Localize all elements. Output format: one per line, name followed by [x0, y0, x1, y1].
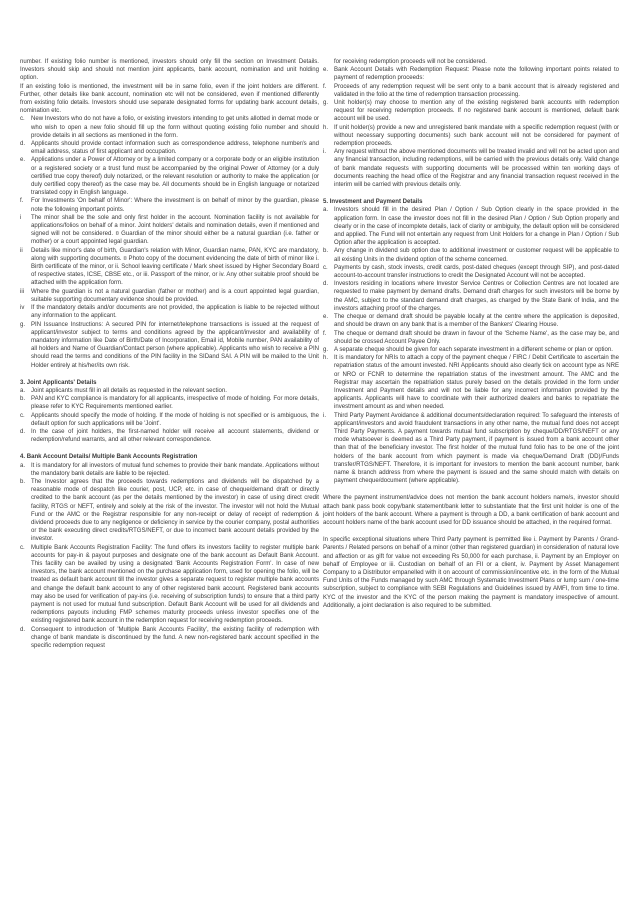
list-item-label: b. [20, 396, 26, 403]
list-item-label: e. [20, 157, 26, 164]
list-item-label: b. [323, 248, 329, 255]
list-item [323, 99, 619, 124]
list-item [20, 304, 319, 320]
list-item [323, 264, 619, 280]
list-item-text: Third Party Payment Avoidance & additional documents/declaration required: To safeguard the interests of applicant/investors and avoid fraudulent transactions in any other name, the mutual fund does not accept Third Party Payments. A payment towards mutual fund subscription by cheque/DD/RTGS/NEFT or any mode whatsoever is deemed as a Third Party payment, if payment is issued from a bank account other than that of the beneficiary investor. The first holder of the mutual fund folio has to be one of the joint holders of the bank account from which payment is made via cheque/Demand Draft (DD)/Funds transfer/RTGS/NEFT. Therefore, it is important for investors to mention the bank account number, bank name & branch address from where the payment is issued and the same should match with details on payment cheque/document (where applicable). [334, 412, 619, 485]
list-item [20, 321, 319, 370]
list-item [323, 346, 619, 354]
list-item [20, 462, 319, 478]
list-item [323, 206, 619, 247]
list-item [20, 395, 319, 411]
list-item-label: c. [20, 116, 25, 123]
list-item [20, 197, 319, 213]
list-item-text: If the mandatory details and/or documents are not provided, the application is liable to be rejected without any information to the applicant. [31, 305, 319, 320]
list-item-text: Joint applicants must fill in all details as requested in the relevant section. [31, 387, 227, 394]
list-item-text: Multiple Bank Accounts Registration Facility: The fund offers its investors facility to register multiple bank accounts for pay-in & payout purposes and designate one of the bank account as Default Bank Account. This facility can be availed by using a designated 'Bank Accounts Registration Form'. In case of new investors, the bank account mentioned on the purchase application form, used for opening the folio, will be treated as default bank account till the investor gives a separate request to register multiple bank accounts and change the default bank account to any of other registered bank account. Registered bank accounts may also be used for verification of pay-ins (i.e. receiving of subscription funds) to ensure that a third party payment is not used for mutual fund subscription. Default Bank Account will be used for all dividends and redemptions payouts including FMP schemes maturity proceeds unless investor specifies one of the existing registered bank account in the redemption request for receiving redemption proceeds. [31, 544, 319, 625]
list-item-label: i. [323, 149, 327, 156]
list-item-label: d. [20, 428, 26, 435]
list-item [323, 66, 619, 82]
list-item-text: PAN and KYC compliance is mandatory for all applicants, irrespective of mode of holding. For more details, please refer to KYC Requirements mentioned earlier. [31, 396, 319, 411]
list-item-label: c. [20, 412, 25, 419]
list-item-label: d. [20, 141, 26, 148]
list-item-label: a. [20, 387, 26, 394]
list-item-label: f. [323, 83, 327, 90]
list-item [20, 387, 319, 395]
list-item [20, 115, 319, 140]
list-item-label: d. [323, 281, 329, 288]
list-item-label: iii [20, 288, 25, 295]
list-item-text: It is mandatory for NRIs to attach a copy of the payment cheque / FIRC / Debit Certificate to ascertain the repatriation status of the amount invested. NRI Applicants should also clearly tick on account type as NRE or NRO or FCNR to determine the repatriation status of the investment amount. The AMC and the Registrar may ascertain the repatriation status purely based on the details provided in the form under Investment and Payment details and will not be liable for any incorrect information provided by the applicants. Applicants will have to coordinate with their authorized dealers and banks to repatriate the investment amount as and when needed. [334, 355, 619, 411]
right-column [323, 58, 619, 610]
list-item-text: Investors residing in locations where Investor Service Centres or Collection Centres are not located are requested to make payment by demand drafts. Demand draft charges for such investors will be borne by the AMC, subject to the standard demand draft charges, as charged by the State Bank of India, and the investors attaching proof of the charges. [334, 281, 619, 312]
list-item [323, 124, 619, 149]
list-item-label: f. [20, 198, 24, 205]
continuation-text: for receiving redemption proceeds will not be considered. [334, 59, 487, 65]
list-item-label: iv [20, 305, 25, 312]
list-item-text: Payments by cash, stock invests, credit cards, post-dated cheques (except through SIP), and post-dated account-to-account transfer instructions to credit the Designated Account will not be accepted. [334, 264, 619, 280]
list-item-label: h. [323, 124, 329, 131]
section-4-items [20, 462, 319, 651]
section-heading-bank-accounts: 4. Bank Account Details/ Multiple Bank Accounts Registration [20, 454, 198, 461]
intro-paragraph: number. If existing folio number is mentioned, investors should only fill the section on Investment Details. Investors should skip and should not mention joint applicants, bank account, nomination and unit holding option. If an existing folio is mentioned, the investment will be in same folio, even if the joint holders are different. Further, other details like bank account, nomination etc will not be considered, even if mentioned differently from existing folio details. Investors should use separate designated forms for updating bank account details, nomination etc. [20, 59, 319, 115]
list-item-label: a. [20, 462, 26, 469]
list-item-label: g. [20, 321, 26, 328]
list-item [20, 140, 319, 156]
list-item-label: e. [323, 314, 329, 321]
list-item-text: PIN Issuance Instructions: A secured PIN for internet/telephone transactions is issued at the request of applicant/investor subject to terms and conditions agreed by the applicant/investor and availability of mandatory information like Date of Birth/Date of Incorporation, Email id, Mobile number, PAN availability of all holders and Name of Guardian/Contact person (where applicable). Applicants who wish to receive a PIN should read the terms and conditions of the PIN facility in the SIDand SAI. A PIN will be mailed to the Unit Holder entirely at his/her/its own risk. [31, 321, 319, 369]
list-item [323, 412, 619, 486]
list-item [20, 247, 319, 288]
list-item-text: The Investor agrees that the proceeds towards redemptions and dividends will be dispatched by a reasonable mode of despatch like courier, post, UCP, etc. in case of cheque/demand draft or directly credited to the bank account (as per the details mentioned by the investor) in case of using direct credit facility, RTGS or NEFT, entirely and solely at the risk of the investor. The investor will not hold the Mutual Fund or the AMC or the Registrar responsible for any non-receipt or delay of receipt of redemption & dividend proceeds due to any negligence or deficiency in service by the courier company, postal authorities or the bank executing direct credits/RTGS/NEFT, or due to incorrect bank account details provided by the investor. [31, 478, 319, 543]
list-item-text: A separate cheque should be given for each separate investment in a different scheme or plan or option. [334, 346, 613, 353]
list-item-text: It is mandatory for all investors of mutual fund schemes to provide their bank mandate. Applications without the mandatory bank details are liable to be rejected. [31, 462, 319, 477]
list-item-text: Where the guardian is not a natural guardian (father or mother) and is a court appointed legal guardian, suitable supporting documentary evidence should be provided. [31, 288, 319, 303]
list-item [323, 247, 619, 263]
list-item-text: Any request without the above mentioned documents will be treated invalid and will not be acted upon and any financial transaction, including redemptions, will be carried with the previous details only. Valid change of bank mandate requests with supporting documents will be processed within ten working days of documents reaching the head office of the Registrar and any financial transaction request received in the interim will be carried with previous details only. [334, 149, 619, 189]
list-item-text: Investors should fill in the desired Plan / Option / Sub Option clearly in the space provided in the application form. In case the investor does not fill in the desired Plan / Option / Sub Option properly and clearly or in the case of incomplete details, lack of clarity or ambiguity, the default option will be considered and applied. The Fund will not entertain any request from Unit Holders for a change in Plan / Option / Sub Option after the application is accepted. [334, 207, 619, 247]
paragraph-payment-instrument: Where the payment instrument/advice does not mention the bank account holders name/s, investor should attach bank pass book copy/bank statement/bank letter to substantiate that the first unit holder is one of the joint holders of the bank account. Where a payment is through a DD, a bank certification of bank account and account holders name of the bank account used for DD issuance should be attached, in the required format. [323, 495, 619, 526]
list-item-label: g. [323, 100, 329, 107]
list-item-text: Details like minor's date of birth, Guardian's relation with Minor, Guardian name, PAN, KYC are mandatory, along with supporting documents. ¤ Photo copy of the document evidencing the date of birth of minor like i. Birth certificate of the minor, or ii. School leaving certificate / Mark sheet issued by Higher Secondary Board of respective states, ICSE, CBSE etc., or iii. Passport of the minor, or iv. Any other suitable proof should be attached with the application form. [31, 247, 319, 287]
list-item-text: In the case of joint holders, the first-named holder will receive all account statements, dividend or redemption/refund warrants, and all other relevant correspondence. [31, 428, 319, 444]
list-item-text: Applicants should provide contact information such as correspondence address, telephone number/s and email address, status of first applicant and occupation. [31, 141, 319, 156]
list-item-label: g. [323, 346, 329, 353]
list-item-text: The minor shall be the sole and only first holder in the account. Nomination facility is not available for applications/folios on behalf of a minor. Joint holders' details and nomination details, even if mentioned and signed will not be considered. ¤ Guardian of the minor should either be a natural guardian (i.e. father or mother) or a court appointed legal guardian. [31, 214, 319, 246]
paragraph-third-party-exceptions: In specific exceptional situations where Third Party payment is permitted like i. Payment by Parents / Grand-Parents / Related persons on behalf of a minor (other than registered guardian) in consideration of natural love and affection or as gift for value not exceeding Rs 50,000 for each purchase, ii. Payment by an Employer on behalf of Employee or iii. Custodian on behalf of an FII or a client, iv. Payment by Asset Management Company to a Distributor empanelled with it on account of commission/incentive etc. in the form of the Mutual Fund Units of the Funds managed by such AMC through Systematic Investment Plans or lump sum / one-time subscription, subject to compliance with SEBI Regulations and Guidelines issued by AMFI, from time to time. KYC of the investor and the KYC of the person making the payment is mandatory irrespective of amount. Additionally, a joint declaration is also required to be submitted. [323, 537, 619, 609]
list-item-text: For Investments 'On behalf of Minor': Where the investment is on behalf of minor by the guardian, please note the following important points. [31, 198, 319, 213]
list-item-text: Bank Account Details with Redemption Request: Please note the following important points related to payment of redemption proceeds: [334, 67, 619, 82]
list-item-label: e. [323, 67, 329, 74]
section-2-items [20, 115, 319, 369]
list-item [20, 544, 319, 626]
list-item-text: New Investors who do not have a folio, or existing investors intending to get units allotted in demat mode or who wish to open a new folio should fill up the form without quoting existing folio number and should provide details in all sections as mentioned in the form. [31, 116, 319, 139]
section-heading-investment-payment: 5. Investment and Payment Details [323, 199, 423, 206]
left-column [20, 58, 319, 650]
list-item-label: i. [323, 412, 327, 419]
list-item [323, 330, 619, 346]
section-3-items [20, 387, 319, 444]
list-item-text: Applicants should specify the mode of holding. If the mode of holding is not specified or is ambiguous, the default option for such applications will be 'Joint'. [31, 412, 319, 427]
list-item [323, 83, 619, 99]
section-5-items [323, 206, 619, 485]
list-item-label: b. [20, 478, 26, 485]
list-item-text: Applications under a Power of Attorney or by a limited company or a corporate body or an eligible institution or a registered society or a trust fund must be accompanied by the original Power of Attorney (or a duly certified true copy thereof) duly notarized, or the relevant resolution or authority to make the application (or duly certified copy thereof) as the case may be. All documents should be in English language or notarized translated copy in English language. [31, 157, 319, 197]
list-item-label: f. [323, 330, 327, 337]
list-item [323, 313, 619, 329]
list-item-text: The cheque or demand draft should be payable locally at the centre where the application is deposited, and should be drawn on any bank that is a member of the Bankers' Clearing House. [334, 314, 619, 329]
list-item-label: a. [323, 207, 329, 214]
list-item [20, 156, 319, 197]
list-item-text: If unit holder(s) provide a new and unregistered bank mandate with a specific redemption request (with or without necessary supporting documents) such bank account will not be considered for payment of redemption proceeds. [334, 124, 619, 148]
list-item [323, 280, 619, 313]
list-item [20, 288, 319, 304]
list-item-label: c. [323, 264, 328, 271]
list-item-text: Unit holder(s) may choose to mention any of the existing registered bank accounts with redemption request for receiving redemption proceeds. If no registered bank account is mentioned, default bank account will be used. [334, 100, 619, 123]
list-item-label: h. [323, 355, 329, 362]
section-heading-joint-applicants: 3. Joint Applicants' Details [20, 379, 97, 386]
list-item [20, 478, 319, 544]
list-item [20, 428, 319, 444]
list-item-label: d. [20, 626, 26, 633]
list-item-text: Any change in dividend sub option due to additional investment or customer request will be applicable to all existing Units in the dividend option of the scheme concerned. [334, 248, 619, 263]
list-item [20, 626, 319, 651]
list-item-label: c. [20, 544, 25, 551]
list-item-label: ii [20, 247, 23, 254]
list-item-label: i [20, 214, 22, 221]
list-item [20, 412, 319, 428]
section-4-continued-items [323, 66, 619, 189]
list-item-text: Consequent to introduction of 'Multiple Bank Accounts Facility', the existing facility of redemption with change of bank mandate is discontinued by the fund. A new non-registered bank account specified in the specific redemption request [31, 626, 319, 650]
list-item [323, 354, 619, 411]
list-item-text: The cheque or demand draft should be drawn in favour of the 'Scheme Name', as the case may be, and should be crossed Account Payee Only. [334, 330, 619, 345]
list-item-text: Proceeds of any redemption request will be sent only to a bank account that is already registered and validated in the folio at the time of redemption transaction processing. [334, 83, 619, 98]
list-item [20, 214, 319, 247]
list-item [323, 148, 619, 189]
